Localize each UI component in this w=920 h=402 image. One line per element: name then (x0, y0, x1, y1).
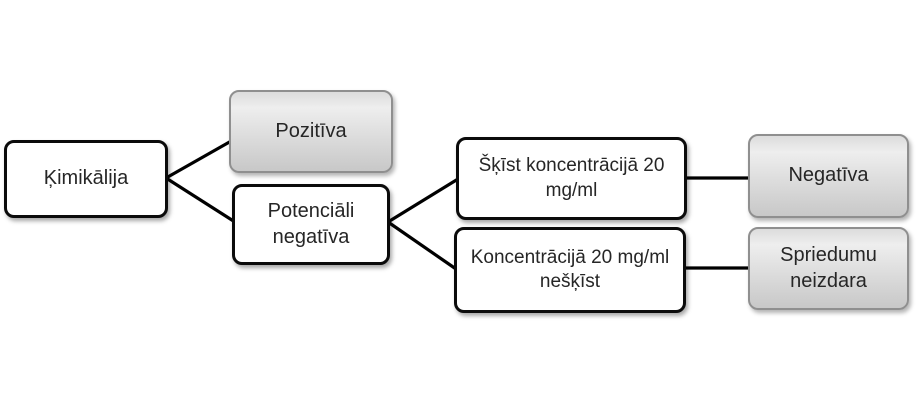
connector-kimikalija-potenciali (166, 178, 235, 222)
node-kimikalija-label: Ķimikālija (43, 167, 129, 190)
node-spriedumu-neizdara-label: Spriedumu neizdara (780, 243, 877, 292)
node-skist-koncentracija-label: Šķīst koncentrācijā 20 mg/ml (478, 155, 665, 201)
node-potenciali-negativa (232, 184, 390, 265)
node-negativa-label: Negatīva (788, 164, 869, 187)
node-kimikalija (4, 140, 168, 218)
connector-potenciali-skist (388, 179, 458, 222)
node-spriedumu-neizdara (748, 227, 909, 310)
node-koncentracija-neskist-label: Koncentrācijā 20 mg/ml nešķīst (470, 246, 670, 292)
node-pozitiva-label: Pozitīva (275, 119, 347, 142)
node-negativa (748, 134, 909, 218)
connector-kimikalija-pozitiva (166, 140, 233, 178)
node-koncentracija-neskist (454, 227, 686, 313)
node-skist-koncentracija (456, 137, 687, 220)
node-pozitiva (229, 90, 393, 173)
node-potenciali-negativa-label: Potenciāli negatīva (267, 199, 355, 248)
connector-potenciali-neskist (388, 222, 456, 269)
